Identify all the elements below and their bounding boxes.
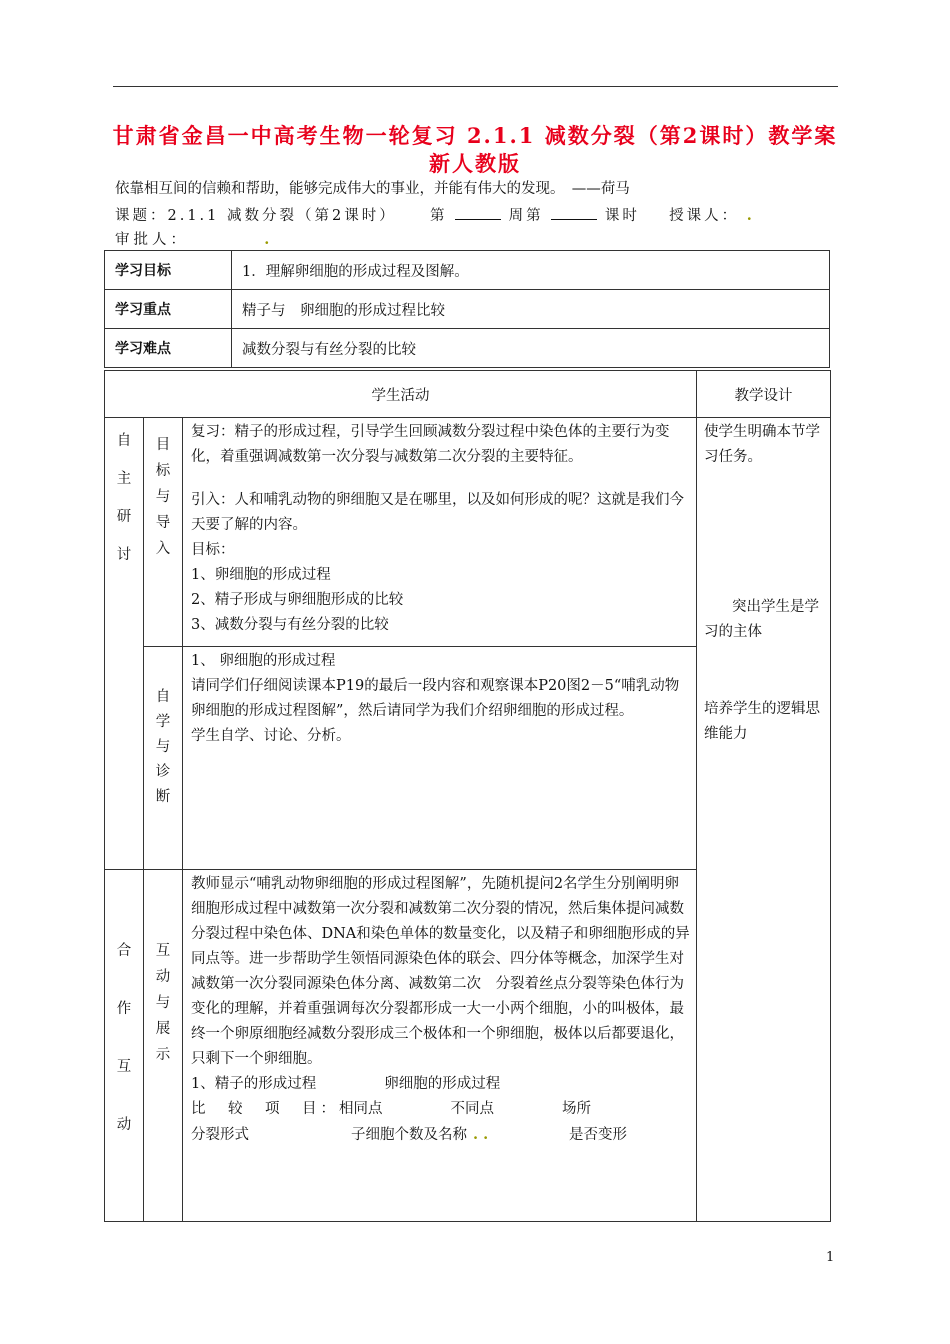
sub-interaction-display: 互动与展示 [144,870,183,1222]
list-item: 2、精子形成与卵细胞形成的比较 [191,592,404,608]
table-header-row [105,371,831,418]
mark-dot-icon: . [264,231,274,248]
teacher-label: 授课人： [669,208,740,224]
week-prefix: 第 [429,208,448,224]
design-notes [697,418,831,1222]
interaction-text: 教师显示“哺乳动物卵细胞的形成过程图解”，先随机提问2名学生分别阐明卵细胞形成过程中减数第一次分裂和减数第二次分裂的情况，然后集体提问减数分裂过程中染色体、DNA和染色单体的数量变化，以及精子和卵细胞形成的异同点等。进一步帮助学生领悟同源染色体的联会、四分体等概念，加深学生对减数第一次分裂同源染色体分离、减数第二次 分裂着丝点分裂等染色体行为变化的理解，并着重强调每次分裂都形成一大一小两个细胞，小的叫极体，最终一个卵原细胞经减数分裂形成三个极体和一个卵细胞，极体以后都要退化，只剩下一个卵细胞。 [191,876,690,1067]
design-note: 培养学生的逻辑思维能力 [704,701,821,742]
difficulty-label: 学习难点 [105,329,232,368]
list-item: 1、卵细胞的形成过程 [191,567,331,583]
goal-label: 学习目标 [105,251,232,290]
section-self-study: 自主研讨 [105,418,144,870]
learning-goals-table [104,250,830,368]
lesson-plan-table [104,370,831,1222]
design-note: 使学生明确本节学习任务。 [704,424,821,465]
sub-self-diagnose: 自学与诊断 [144,647,183,870]
goal-heading: 目标： [191,542,235,558]
page-number: 1 [826,1250,835,1265]
week-label: 周第 [508,208,544,224]
table-row [105,329,830,368]
goal-value: 1．理解卵细胞的形成过程及图解。 [232,251,830,290]
col-teaching-design: 教学设计 [697,371,831,418]
interaction-content [183,870,697,1222]
sub-goal-intro: 目标与导入 [144,418,183,647]
document-title: 甘肃省金昌一中高考生物一轮复习 2.1.1 减数分裂（第2课时）教学案 新人教版 [112,123,838,176]
compare-row: 分裂形式 子细胞个数及名称 . . 是否变形 [191,1122,690,1148]
period-blank[interactable] [551,205,597,220]
period-label: 课时 [604,208,640,224]
lesson-subject: 课题：2.1.1 减数分裂（第2课时） [115,208,397,224]
col-student-activity: 学生活动 [105,371,697,418]
key-point-label: 学习重点 [105,290,232,329]
key-point-value: 精子与 卵细胞的形成过程比较 [232,290,830,329]
mark-dot-icon: . [746,207,755,224]
motto-quote: 依靠相互间的信赖和帮助，能够完成伟大的事业，并能有伟大的发现。 ——荷马 [115,181,630,197]
header-rule [113,86,838,87]
review-text: 复习：精子的形成过程，引导学生回顾减数分裂过程中染色体的主要行为变化，着重强调减数第一次分裂与减数第二次分裂的主要特征。 [191,424,670,465]
lead-text: 引入：人和哺乳动物的卵细胞又是在哪里，以及如何形成的呢？这就是我们今天要了解的内容。 [191,492,684,533]
approver-label: 审批人： [115,232,189,248]
approver-line [115,228,273,249]
compare-row: 比 较 项 目：相同点 不同点 场所 [191,1101,591,1117]
compare-line: 1、精子的形成过程 卵细胞的形成过程 [191,1076,501,1092]
self-study-content [183,647,697,870]
list-item: 3、减数分裂与有丝分裂的比较 [191,617,389,633]
table-row [105,251,830,290]
mark-dot-icon: . . [473,1126,489,1143]
design-note: 突出学生是学习的主体 [704,599,820,640]
week-blank[interactable] [455,205,501,220]
section-cooperation: 合作互动 [105,870,144,1222]
self-study-item: 1、 卵细胞的形成过程 [191,653,336,669]
intro-content [183,418,697,647]
difficulty-value: 减数分裂与有丝分裂的比较 [232,329,830,368]
table-row [105,290,830,329]
self-study-instruction: 请同学们仔细阅读课本P19的最后一段内容和观察课本P20图2－5“哺乳动物卵细胞的形成过程图解”，然后请同学为我们介绍卵细胞的形成过程。 [191,678,680,719]
self-study-activity: 学生自学、讨论、分析。 [191,728,351,744]
lesson-info-line [115,204,845,225]
table-row [105,418,831,647]
